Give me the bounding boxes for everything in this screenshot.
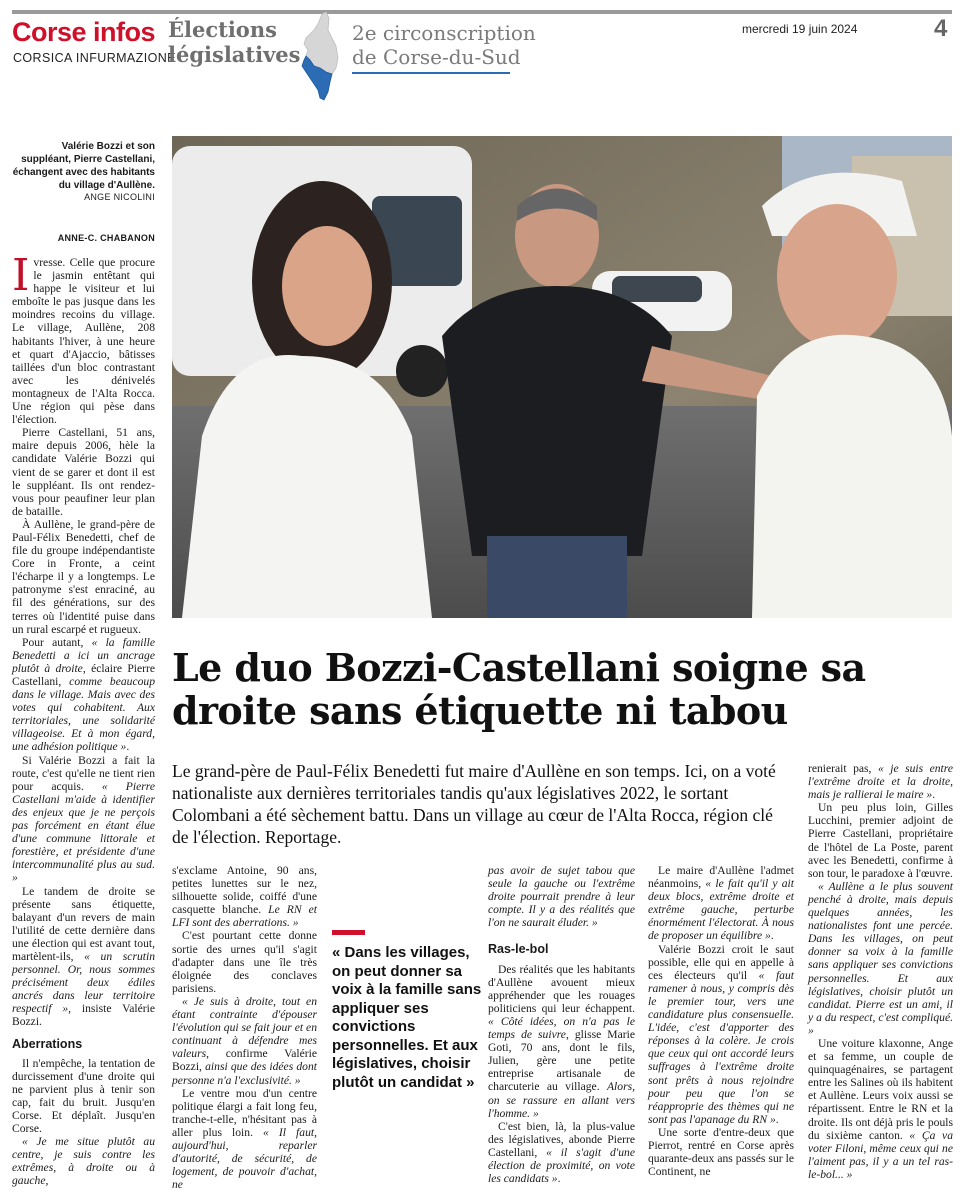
brand-subtitle: CORSICA INFURMAZIONE [13,51,176,65]
photo-caption: Valérie Bozzi et son suppléant, Pierre Castellani, échangent avec des habitants du village d'Aullène. [12,141,155,191]
constituency-underline [352,72,510,74]
article-column-2: s'exclame Antoine, 90 ans, petites lunettes sur le nez, silhouette solide, coiffé d'une casquette blanche. Le RN et LFI sont des aberrations. » C'est pourtant cette donne sortie des urnes qu'il s'agit d'adapter dans une île très éloignée des conclaves parisiens. « Je suis à droite, tout en étant contrainte d'épouser l'évolution qui se fait jour et en continuant à défendre mes valeurs, confirme Valérie Bozzi, ainsi que des idées dont personne n'a l'exclusivité. » Le ventre mou d'un centre politique élargi a fait long feu, tranche-t-elle, n'hésitant pas à aller plus loin. « Il faut, aujourd'hui, reparler d'autorité, de sécurité, de logement, de pouvoir d'achat, ne [172,864,317,1192]
constituency-title: 2e circonscription de Corse-du-Sud [352,21,536,69]
photo-credit: ANGE NICOLINI [84,192,155,202]
article-column-3: pas avoir de sujet tabou que seule la gauche ou l'extrême droite pourrait prendre à leur compte. Il y a des réalités que l'on ne saurait éluder. » Ras-le-bol Des réalités que les habitants d'Aullène avouent mieux appréhender que les rouages politiciens qui leur échappent. « Côté idées, on n'a pas le temps de suivre, glisse Marie Goti, 70 ans, dont le fils, Julien, gère une petite entreprise artisanale de charcuterie au village. Alors, on se rassure en allant vers l'homme. » C'est bien, là, la plus-value des législatives, abonde Pierre Castellani, « il s'agit d'une élection de proximité, on vote les candidats ». [488,864,635,1186]
quote-accent-bar [332,930,365,935]
article-photo [172,136,952,618]
article-column-4: Le maire d'Aullène l'admet néanmoins, « le fait qu'il y ait deux blocs, extrême droite et extrême gauche, perturbe énormément l'électorat. À nous de proposer un équilibre ». Valérie Bozzi croit le saut possible, elle qui en appelle à ces électeurs qu'il « faut ramener à nous, y compris dès le premier tour, vers une candidature plus consensuelle. L'idée, c'est d'apporter des réponses à la colère. Je crois que ceux qui ont accordé leurs suffrages à l'extrême droite sont prêts à nous rejoindre pour peu que l'on se réapproprie des thèmes qui ne sont pas l'apanage du RN ». Une sorte d'entre-deux que Pierrot, rentré en Corse après quarante-deux ans passés sur le Continent, ne [648,864,794,1179]
article-column-5: renierait pas, « je suis entre l'extrême droite et la droite, mais je rallierai le maire ». Un peu plus loin, Gilles Lucchini, premier adjoint de Pierre Castellani, propriétaire de l'hôtel de La Poste, parent avec les Benedetti, confirme à son tour, le paradoxe à l'œuvre. « Aullène a le plus souvent penché à droite, mais depuis quelques années, les nationalistes font une percée. Dans les villages, on peut donner sa voix à la famille sans appliquer ses convictions personnelles. Et aux législatives, choisir plutôt un candidat. Pierre est un ami, il y a du respect, c'est compliqué. » Une voiture klaxonne, Ange et sa femme, un couple de quinquagénaires, se partagent entre les Salines où ils habitent et Aullène. Leurs voix aussi se répartissent. Entre le RN et la droite. Ils ont déjà pris le pouls du sixième canton. « Ça va voter Filoni, même ceux qui ne l'aiment pas, il y a un tel ras-le-bol... » [808,762,953,1181]
subhead-ras-le-bol: Ras-le-bol [488,942,549,957]
issue-date: mercredi 19 juin 2024 [742,22,858,36]
pull-quote: « Dans les villages, on peut donner sa voix à la famille sans appliquer ses convictions personnelles. Et aux législatives, choisir plutôt un candidat » [332,944,482,1091]
drop-cap: I [12,250,30,301]
section-title: Élections législatives [168,17,301,67]
subhead-aberrations: Aberrations [12,1036,83,1051]
article-headline: Le duo Bozzi-Castellani soigne sa droite sans étiquette ni tabou [172,645,866,733]
brand-logo: Corse infos [12,17,156,47]
article-column-1: Ivresse. Celle que procure le jasmin entêtant qui happe le visiteur et lui emboîte le pas jusque dans les moindres recoins du village. Le village, Aullène, 208 habitants l'hiver, à une heure et quart d'Ajaccio, bâtisses taillées d'un bloc contrastant avec les dénivelés montagneux de l'Alta Rocca. Une région qui pèse dans l'élection. Pierre Castellani, 51 ans, maire depuis 2006, hèle la candidate Valérie Bozzi qui vient de se garer et dont il est le suppléant. Ils ont rendez-vous pour peaufiner leur plan de bataille. À Aullène, le grand-père de Paul-Félix Benedetti, chef de file du groupe indépendantiste Core in Fronte, a ceint l'écharpe il y a longtemps. Le patronyme s'est enraciné, au fil des générations, sur des terres où l'identité puise dans un rural escarpé et rugueux. Pour autant, « la famille Benedetti a ici un ancrage plutôt à droite, éclaire Pierre Castellani, comme beaucoup dans le village. Mais avec des votes qui cohabitent. Aux territoriales, une solidarité villageoise. Et à mon égard, une adhésion politique ». Si Valérie Bozzi a fait la route, c'est qu'elle ne tient rien pour acquis. « Pierre Castellani m'aide à identifier des enjeux que je ne perçois pas forcément en étant élue d'une commune littorale et forestière, et présidente d'une intercommunalité plus au sud. » Le tandem de droite se présente sans étiquette, balayant d'un revers de main l'utilité de cette dernière dans une élection qui est avant tout, martèlent-ils, « un scrutin personnel. Or, nous sommes précisément deux édiles ancrés dans leur territoire respectif », insiste Valérie Bozzi. Aberrations Il n'empêche, la tentation de durcissement d'une droite qui ne parvient plus à tenir son cap, fait du bruit. Jusqu'en Corse. Et déplaît. Jusqu'en Corse. « Je me situe plutôt au centre, je suis contre les extrêmes, à droite ou à gauche, [12,250,155,1188]
article-author: ANNE-C. CHABANON [57,233,155,243]
article-lead: Le grand-père de Paul-Félix Benedetti fut maire d'Aullène en son temps. Ici, on a voté nationaliste aux dernières territoriales tandis qu'aux législatives 2022, le sortant Colombani a été sèchement battu. Dans un village au cœur de l'Alta Rocca, région clé de l'élection. Reportage. [172,761,776,847]
photo-illustration [172,136,952,618]
header-rule [12,10,952,14]
page-number: 4 [934,15,948,42]
